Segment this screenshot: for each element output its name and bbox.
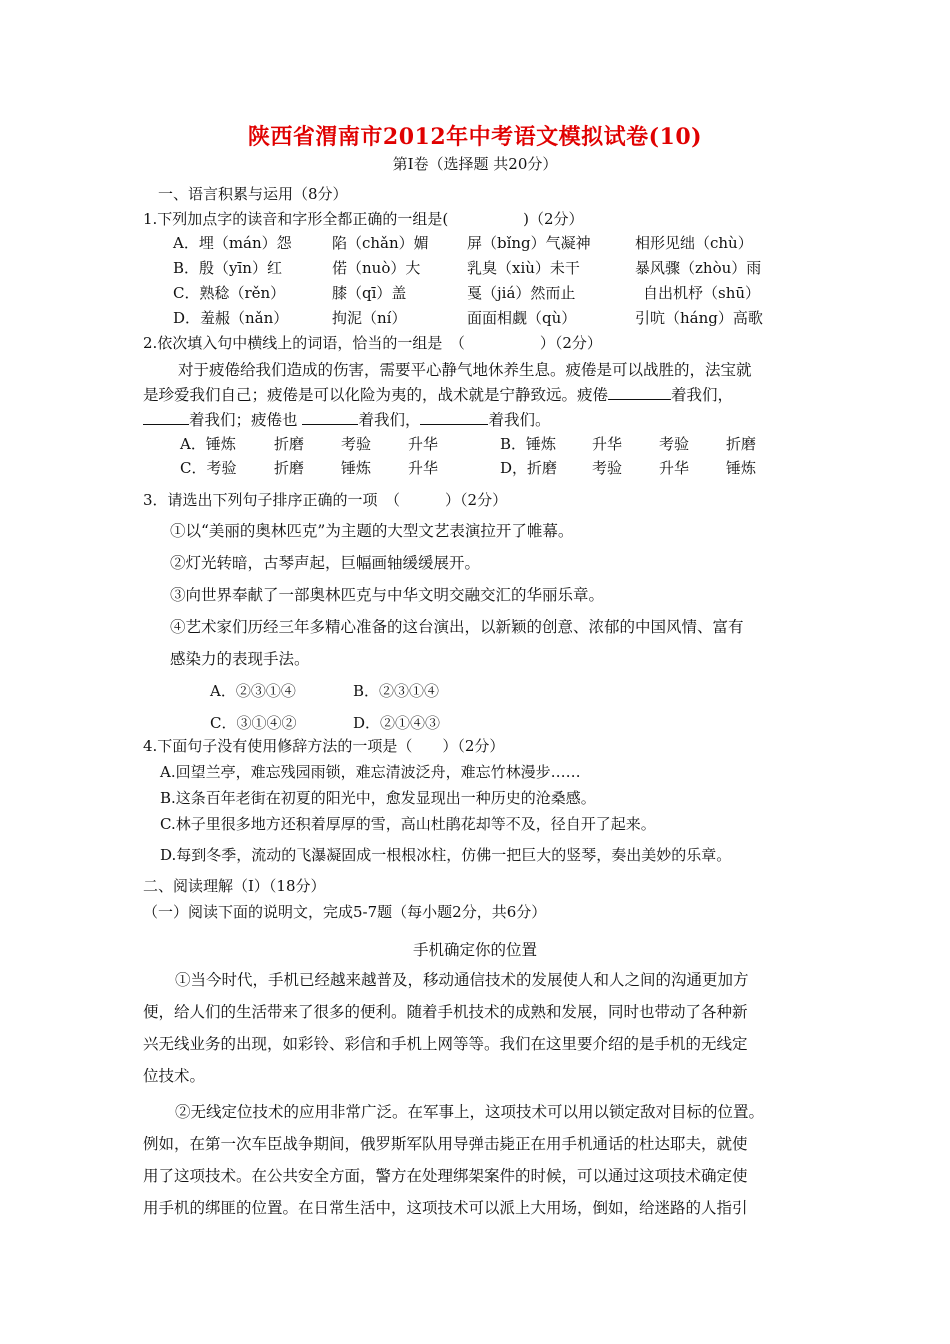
- option-a-word3: 屏（bǐng）气凝神: [467, 234, 591, 252]
- article-line: ①当今时代，手机已经越来越普及，移动通信技术的发展使人和人之间的沟通更加方: [175, 971, 749, 989]
- option-c-word: 升华: [408, 459, 439, 477]
- section-heading: 一、语言积累与运用（8分）: [158, 185, 348, 203]
- reading-instruction: （一）阅读下面的说明文，完成5-7题（每小题2分，共6分）: [143, 903, 547, 921]
- option-a-word: 考验: [341, 435, 372, 453]
- blank-line: [302, 410, 358, 425]
- option-c: C．考验: [180, 459, 237, 477]
- sentence-3: ③向世界奉献了一部奥林匹克与中华文明交融交汇的华丽乐章。: [170, 586, 605, 604]
- option-d-word: 考验: [592, 459, 623, 477]
- option-a: A．锤炼: [180, 435, 236, 453]
- option-b-word4: 暴风骤（zhòu）雨: [635, 259, 762, 277]
- question-stem: 2.依次填入句中横线上的词语，恰当的一组是 （ ）（2分）: [143, 334, 602, 352]
- question-stem: 1.下列加点字的读音和字形全都正确的一组是( )（2分）: [143, 210, 584, 228]
- passage-line: [143, 385, 733, 405]
- sentence-2: ②灯光转暗，古琴声起，巨幅画轴缓缓展开。: [170, 554, 481, 572]
- article-line: ②无线定位技术的应用非常广泛。在军事上，这项技术可以用以锁定敌对目标的位置。: [175, 1103, 765, 1121]
- option-d-word: 升华: [659, 459, 690, 477]
- article-line: 兴无线业务的出现，如彩铃、彩信和手机上网等等。我们在这里要介绍的是手机的无线定: [143, 1035, 748, 1053]
- option-d: D.每到冬季，流动的飞瀑凝固成一根根冰柱，仿佛一把巨大的竖琴，奏出美妙的乐章。: [160, 846, 732, 864]
- option-d: D，折磨: [500, 459, 558, 477]
- article-line: 用了这项技术。在公共安全方面，警方在处理绑架案件的时候，可以通过这项技术确定使: [143, 1167, 748, 1185]
- option-d-word1: D．羞赧（nǎn）: [173, 309, 289, 327]
- article-title: 手机确定你的位置: [412, 941, 537, 959]
- blank-line: [143, 410, 189, 425]
- sentence-4-cont: 感染力的表现手法。: [170, 650, 310, 668]
- option-d-word: 锤炼: [726, 459, 757, 477]
- option-c-word3: 戛（jiá）然而止: [467, 284, 576, 302]
- article-line: 例如，在第一次车臣战争期间，俄罗斯军队用导弹击毙正在用手机通话的杜达耶夫，就使: [143, 1135, 748, 1153]
- option-d: D．②①④③: [353, 714, 441, 732]
- option-b: B.这条百年老街在初夏的阳光中，愈发显现出一种历史的沧桑感。: [160, 789, 596, 807]
- article-line: 便，给人们的生活带来了很多的便利。随着手机技术的成熟和发展，同时也带动了各种新: [143, 1003, 748, 1021]
- blank-line: [608, 385, 671, 400]
- option-b-word3: 乳臭（xiù）未干: [467, 259, 580, 277]
- option-c: C.林子里很多地方还积着厚厚的雪，高山杜鹃花却等不及，径自开了起来。: [160, 815, 656, 833]
- option-b: B．②③①④: [353, 682, 440, 700]
- exam-title: 陕西省渭南市2012年中考语文模拟试卷(10): [247, 124, 703, 150]
- option-d-word3: 面面相觑（qù）: [467, 309, 577, 327]
- article-line: 用手机的绑匪的位置。在日常生活中，这项技术可以派上大用场，倒如，给迷路的人指引: [143, 1199, 748, 1217]
- option-b: B．锤炼: [500, 435, 557, 453]
- option-b-word2: 偌（nuò）大: [332, 259, 421, 277]
- passage-text: 着我们。: [488, 411, 551, 429]
- blank-line: [420, 410, 488, 425]
- option-a: A.回望兰亭，难忘残园雨锁，难忘清波泛舟，难忘竹林漫步……: [160, 763, 581, 781]
- passage-line: [143, 410, 550, 430]
- passage-text: 着我们；疲倦也: [189, 411, 298, 429]
- article-line: 位技术。: [143, 1067, 206, 1085]
- option-d-word2: 拘泥（ní）: [332, 309, 407, 327]
- passage-text: 是珍爱我们自己；疲倦是可以化险为夷的，战术就是宁静致远。疲倦: [143, 386, 609, 404]
- option-a-word4: 相形见绌（chù）: [635, 234, 753, 252]
- option-a-word: 折磨: [274, 435, 305, 453]
- sentence-4: ④艺术家们历经三年多精心准备的这台演出，以新颖的创意、浓郁的中国风情、富有: [170, 618, 744, 636]
- sentence-1: ①以“美丽的奥林匹克”为主题的大型文艺表演拉开了帷幕。: [170, 522, 574, 540]
- option-b-word: 折磨: [726, 435, 757, 453]
- option-c-word: 折磨: [274, 459, 305, 477]
- passage-text: 着我们，: [358, 411, 421, 429]
- passage-text: 着我们，: [671, 386, 734, 404]
- exam-subtitle: 第I卷（选择题 共20分）: [392, 155, 558, 173]
- question-stem: 4.下面句子没有使用修辞方法的一项是（ ）（2分）: [143, 737, 505, 755]
- option-c-word4: 自出机杼（shū）: [643, 284, 761, 302]
- option-a-word1: A．埋（mán）怨: [173, 234, 292, 252]
- option-c: C．③①④②: [210, 714, 297, 732]
- option-a-word2: 陷（chǎn）媚: [332, 234, 429, 252]
- option-b-word: 升华: [592, 435, 623, 453]
- option-a: A．②③①④: [210, 682, 296, 700]
- section-heading: 二、阅读理解（Ⅰ）（18分）: [143, 877, 326, 895]
- option-b-word1: B．殷（yīn）红: [173, 259, 282, 277]
- passage-line: 对于疲倦给我们造成的伤害，需要平心静气地休养生息。疲倦是可以战胜的，法宝就: [178, 361, 752, 379]
- question-stem: 3．请选出下列句子排序正确的一项 （ ）（2分）: [143, 491, 508, 509]
- option-b-word: 考验: [659, 435, 690, 453]
- option-c-word1: C．熟稔（rěn）: [173, 284, 286, 302]
- option-c-word: 锤炼: [341, 459, 372, 477]
- option-d-word4: 引吭（háng）高歌: [635, 309, 763, 327]
- option-a-word: 升华: [408, 435, 439, 453]
- option-c-word2: 膝（qī）盖: [332, 284, 407, 302]
